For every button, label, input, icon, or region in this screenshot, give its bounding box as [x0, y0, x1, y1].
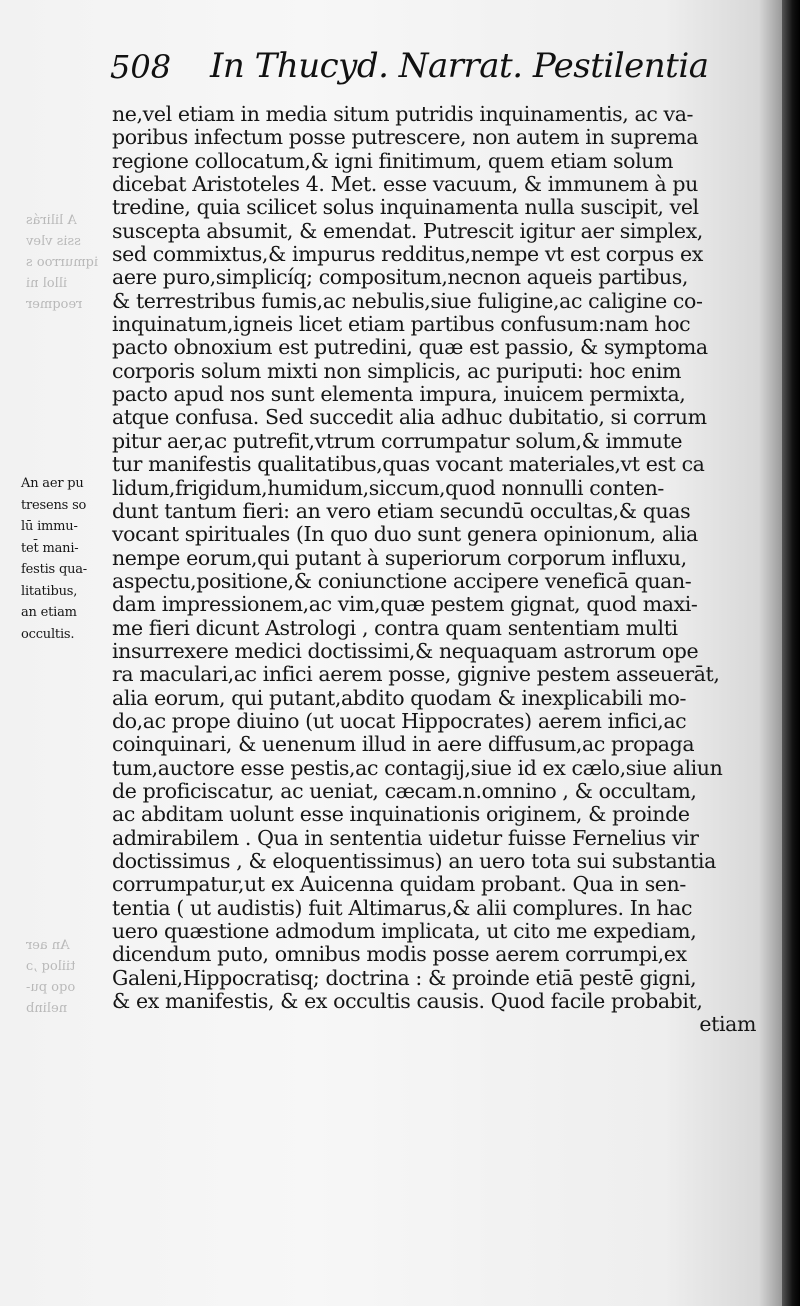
text-line: tredine, quia scilicet solus inquinamenta nulla suscipit, vel — [112, 195, 699, 220]
text-line: tentia ( ut audistis) fuit Altimarus,& alii complures. In hac — [112, 895, 693, 920]
bleed-line: reoqmer — [26, 297, 83, 312]
marginal-note-line: festis qua- — [21, 562, 87, 577]
page-number: 508 — [110, 48, 172, 86]
text-line: regione collocatum,& igni finitimum, quem etiam solum — [112, 148, 674, 173]
marginal-note-line: tresens so — [21, 497, 87, 513]
text-line: uero quæstione admodum implicata, ut cito me expediam, — [112, 919, 697, 944]
marginal-note-line: lū immu- — [21, 519, 78, 534]
text-line: & ex manifestis, & ex occultis causis. Quod facile probabit, — [112, 989, 703, 1014]
text-line: poribus infectum posse putrescere, non autem in suprema — [112, 125, 699, 150]
catchword: etiam — [699, 1012, 756, 1037]
text-line: vocant spirituales (In quo duo sunt genera opinionum, alia — [112, 522, 698, 547]
text-line: pacto apud nos sunt elementa impura, inuicem permixta, — [112, 382, 686, 407]
text-line: corporis solum mixti non simplicis, ac puriputi: hoc enim — [112, 358, 682, 383]
page-edge-shadow — [782, 0, 800, 1306]
bleed-line: A lilirás — [26, 213, 77, 228]
text-line: me fieri dicunt Astrologi , contra quam sententiam multi — [112, 615, 678, 640]
bleed-line: iqmurroo s — [26, 255, 99, 270]
text-line: nempe eorum,qui putant à superiorum corporum influxu, — [112, 545, 687, 570]
text-line: corrumpatur,ut ex Auicenna quidam probant. Qua in sen- — [112, 872, 686, 897]
bleed-line: tiiloq ,ɔ — [26, 959, 76, 974]
text-line: alia eorum, qui putant,abdito quodam & inexplicabili mo- — [112, 685, 687, 710]
text-line: sed commixtus,& impurus redditus,nempe vt est corpus ex — [112, 242, 703, 267]
text-line: suscepta absumit, & emendat. Putrescit igitur aer simplex, — [112, 218, 703, 243]
marginal-note-line: occultis. — [21, 626, 75, 642]
text-line: insurrexere medici doctissimi,& nequaquam astrorum ope — [112, 638, 699, 663]
text-line: admirabilem . Qua in sententia uidetur fuisse Fernelius vir — [112, 825, 699, 850]
bleed-through-text-upper — [26, 210, 106, 315]
text-line: pitur aer,ac putrefit,vtrum corrumpatur solum,& immute — [112, 428, 683, 453]
text-line: aere puro,simplicíq; compositum,necnon aqueis partibus, — [112, 265, 688, 290]
marginal-note-line: litatibus, — [21, 583, 78, 599]
text-line: ac abditam uolunt esse inquinationis originem, & proinde — [112, 802, 690, 827]
text-line: inquinatum,igneis licet etiam partibus confusum:nam hoc — [112, 312, 691, 337]
text-line: atque confusa. Sed succedit alia adhuc dubitatio, si corrum — [112, 405, 707, 430]
page-header — [110, 44, 750, 94]
text-line: dam impressionem,ac vim,quæ pestem gignat, quod maxi- — [112, 592, 698, 617]
text-line: aspectu,positione,& coniunctione accipere veneficā quan- — [112, 568, 692, 593]
bleed-line: oqo pu- — [26, 980, 76, 995]
bleed-line: nelinb — [26, 1001, 68, 1016]
text-line: do,ac prope diuino (ut uocat Hippocrates) aerem infici,ac — [112, 708, 687, 733]
marginal-note-line: tet̄ mani- — [21, 540, 79, 556]
text-line: coinquinari, & uenenum illud in aere diffusum,ac propaga — [112, 732, 695, 757]
text-line: ra maculari,ac infici aerem posse, gignive pestem asseuerāt, — [112, 662, 720, 687]
text-line: tum,auctore esse pestis,ac contagij,siue id ex cælo,siue aliun — [112, 755, 723, 780]
text-line: & terrestribus fumis,ac nebulis,siue fuligine,ac caligine co- — [112, 288, 703, 313]
bleed-line: illol ni — [26, 276, 68, 291]
text-line: dicendum puto, omnibus modis posse aerem corrumpi,ex — [112, 942, 687, 967]
bleed-through-text-lower — [26, 935, 106, 1019]
marginal-note-line: an etiam — [21, 605, 77, 620]
text-line: dunt tantum fieri: an vero etiam secundū occultas,& quas — [112, 498, 691, 523]
text-line: dicebat Aristoteles 4. Met. esse vacuum, & immunem à pu — [112, 172, 698, 197]
text-line: ne,vel etiam in media situm putridis inquinamentis, ac va- — [112, 102, 694, 126]
text-line: de proficiscatur, ac ueniat, cæcam.n.omnino , & occultam, — [112, 778, 697, 803]
bleed-line: An aer — [26, 938, 70, 953]
text-line: pacto obnoxium est putredini, quæ est passio, & symptoma — [112, 335, 708, 360]
marginal-note — [21, 473, 111, 645]
running-head: In Thucyd. Narrat. Pestilentia — [210, 46, 709, 86]
text-line: doctissimus , & eloquentissimus) an uero tota sui substantia — [112, 849, 716, 873]
text-line: Galeni,Hippocratisq; doctrina : & proinde etiā pestē gigni, — [112, 965, 697, 990]
text-line: tur manifestis qualitatibus,quas vocant materiales,vt est ca — [112, 452, 705, 477]
body-text — [112, 103, 772, 1037]
marginal-note-line: An aer pu — [21, 476, 84, 491]
text-line: lidum,frigidum,humidum,siccum,quod nonnulli conten- — [112, 475, 664, 500]
bleed-line: ssis vlev — [26, 234, 81, 249]
